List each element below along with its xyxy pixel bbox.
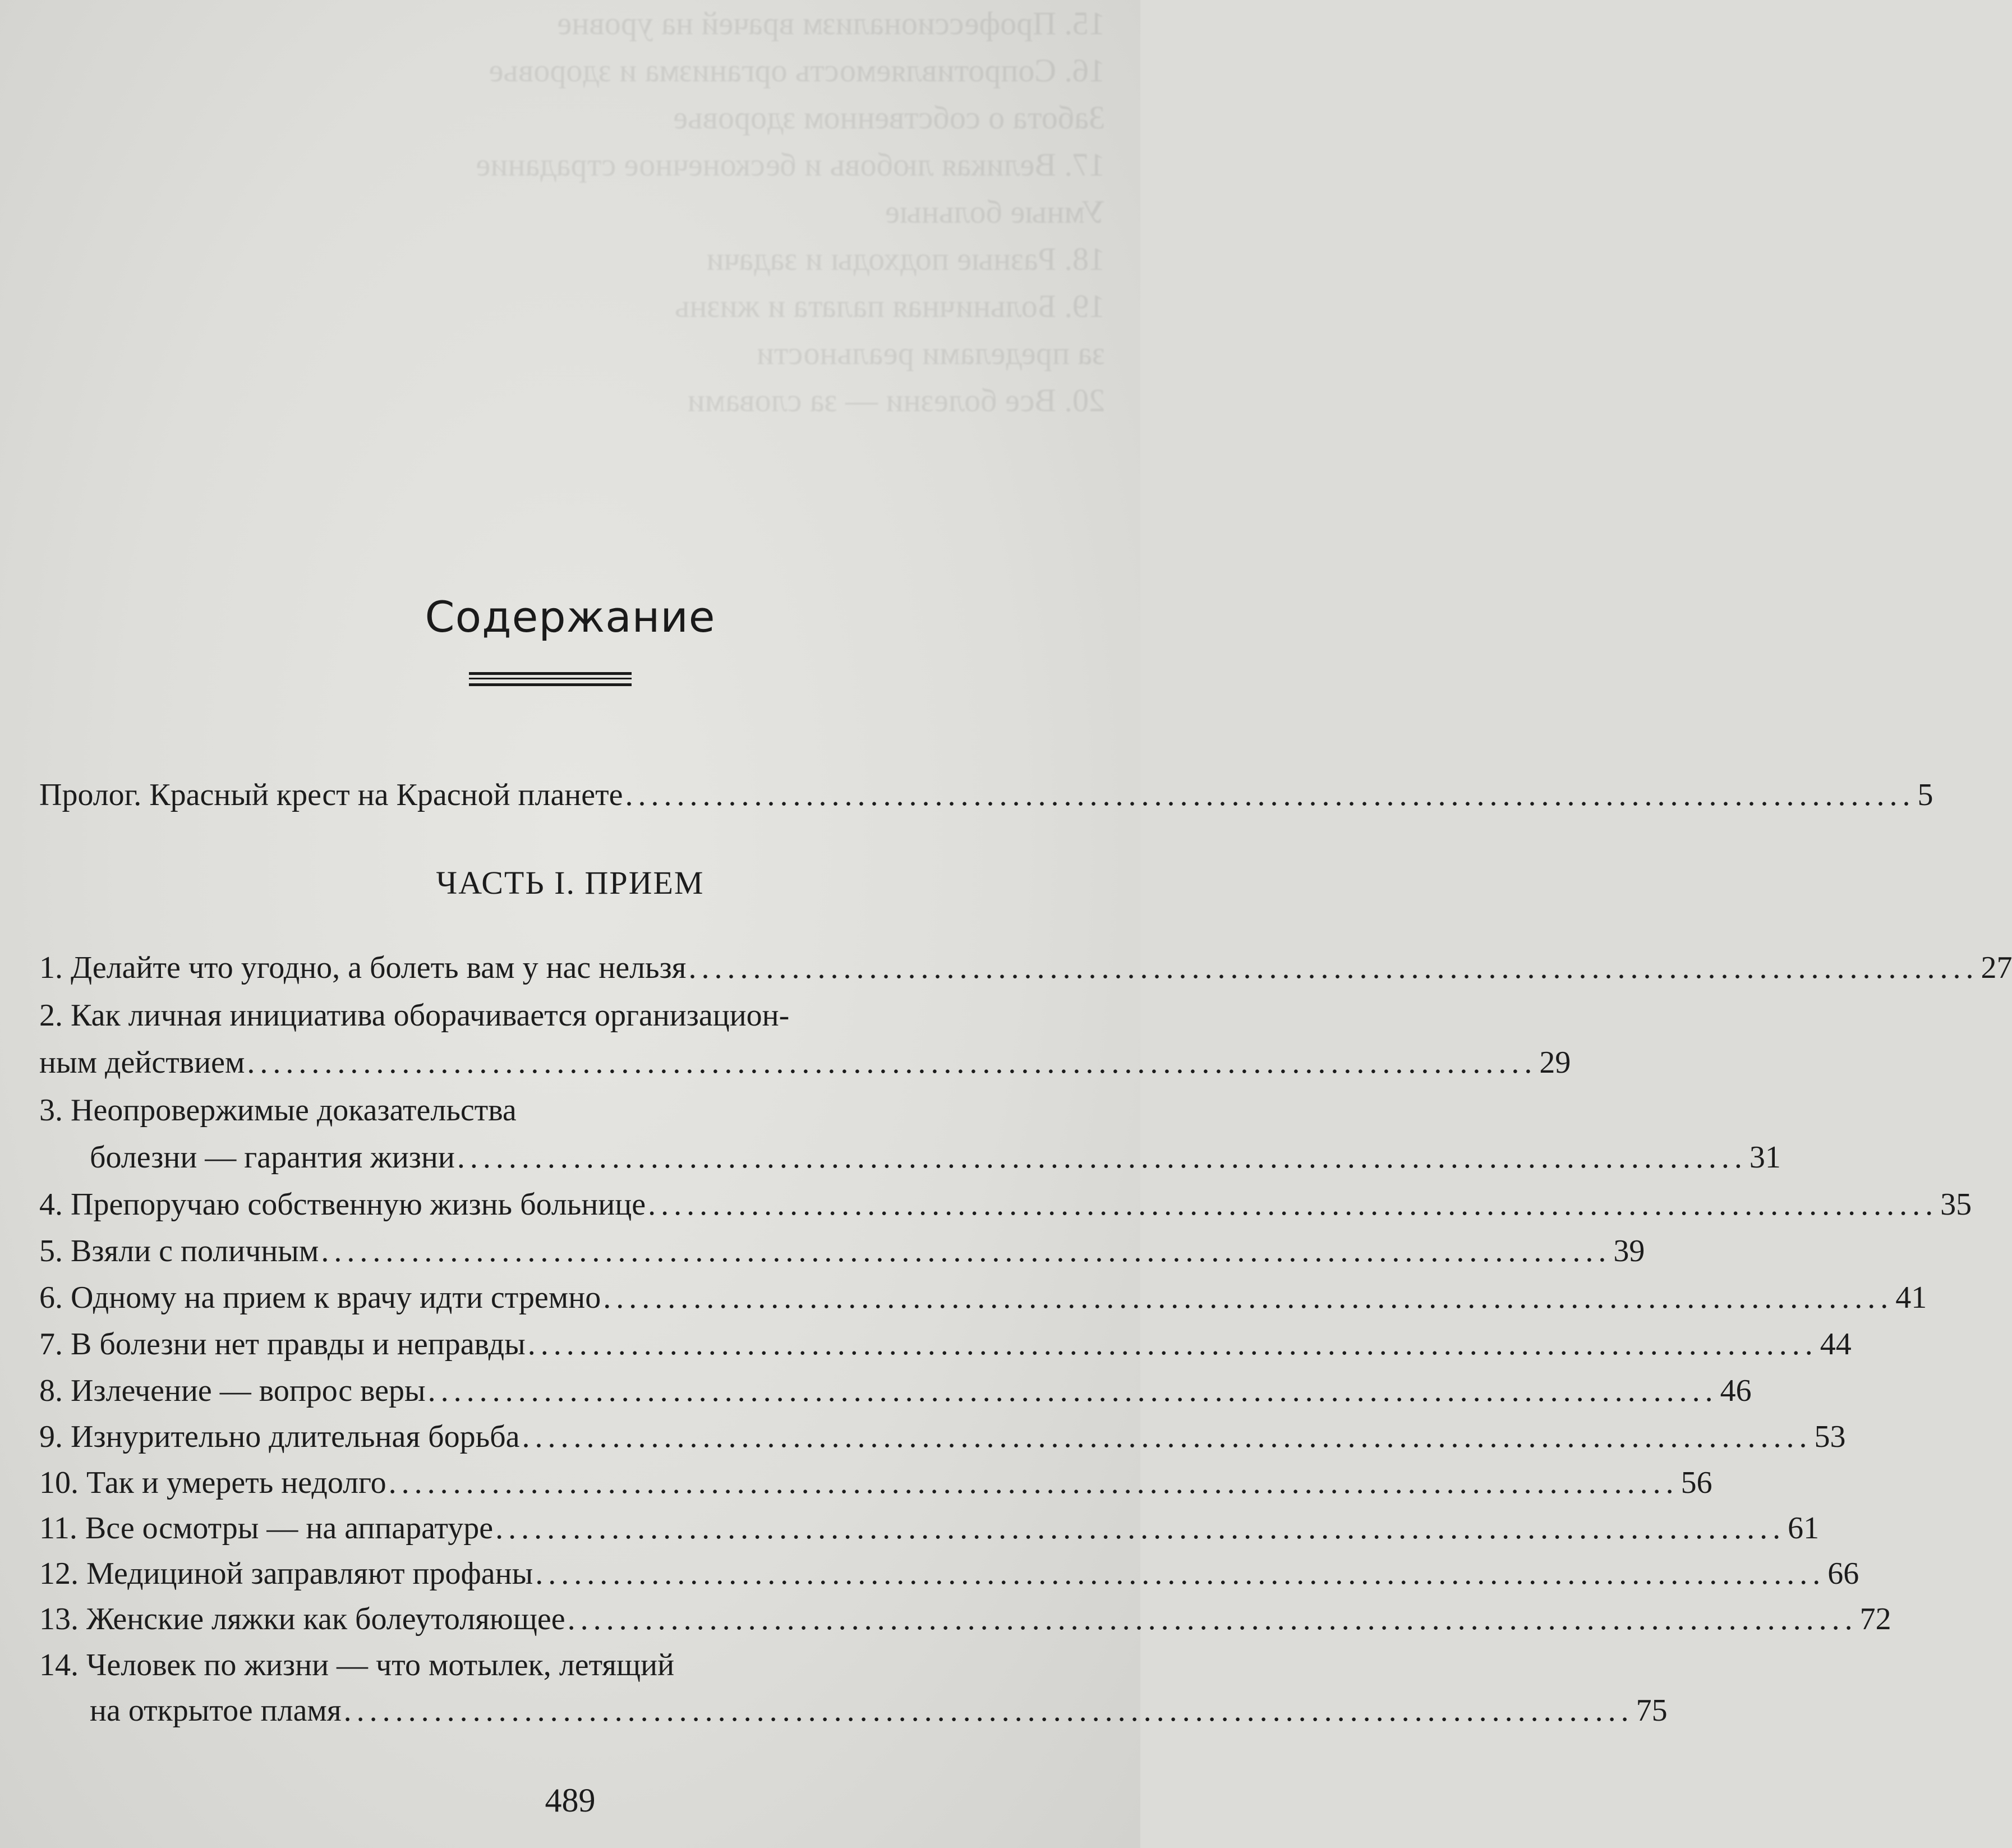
toc-entry-12[interactable] bbox=[39, 1550, 1859, 1597]
toc-entry-14-line1[interactable] bbox=[39, 1642, 1063, 1689]
leader-dots: .................................................................................................... bbox=[535, 1556, 1826, 1591]
entry-page: 39 bbox=[1613, 1234, 1645, 1268]
toc-entry-3-line1[interactable] bbox=[39, 1087, 1063, 1134]
entry-label: Пролог. Красный крест на Красной планете bbox=[39, 778, 623, 812]
toc-entry-10[interactable] bbox=[39, 1459, 1712, 1506]
toc-entry-11[interactable] bbox=[39, 1505, 1820, 1552]
leader-dots: .................................................................................................... bbox=[648, 1187, 1939, 1222]
leader-dots: .................................................................................................... bbox=[495, 1511, 1786, 1546]
entry-page: 44 bbox=[1820, 1327, 1852, 1362]
entry-page: 72 bbox=[1859, 1602, 1891, 1636]
entry-page: 41 bbox=[1895, 1280, 1927, 1315]
entry-page: 75 bbox=[1636, 1693, 1668, 1728]
toc-entry-3-line2[interactable] bbox=[90, 1134, 1781, 1181]
leader-dots: .................................................................................................... bbox=[567, 1602, 1858, 1636]
entry-page: 56 bbox=[1680, 1465, 1712, 1500]
entry-page: 5 bbox=[1917, 778, 1933, 812]
leader-dots: .................................................................................................... bbox=[457, 1140, 1747, 1175]
toc-entry-prologue[interactable] bbox=[39, 771, 1933, 819]
entry-page: 46 bbox=[1720, 1373, 1752, 1408]
entry-label: 6. Одному на прием к врачу идти стремно bbox=[39, 1280, 601, 1315]
toc-entry-8[interactable] bbox=[39, 1367, 1752, 1414]
entry-label: 12. Медициной заправляют профаны bbox=[39, 1556, 533, 1591]
page-title: Содержание bbox=[425, 592, 716, 642]
entry-label: 5. Взяли с поличным bbox=[39, 1234, 319, 1268]
toc-entry-14-line2[interactable] bbox=[90, 1687, 1668, 1734]
entry-page: 35 bbox=[1940, 1187, 1972, 1222]
entry-label: 4. Препоручаю собственную жизнь больнице bbox=[39, 1187, 646, 1222]
leader-dots: .................................................................................................... bbox=[427, 1373, 1718, 1408]
entry-label: болезни — гарантия жизни bbox=[90, 1140, 455, 1175]
page-number: 489 bbox=[545, 1782, 596, 1819]
entry-page: 27 bbox=[1981, 950, 2012, 985]
toc-entry-5[interactable] bbox=[39, 1228, 1645, 1275]
leader-dots: .................................................................................................... bbox=[603, 1280, 1894, 1315]
title-ornament bbox=[469, 672, 632, 692]
entry-label: 8. Излечение — вопрос веры bbox=[39, 1373, 426, 1408]
entry-label: 10. Так и умереть недолго bbox=[39, 1465, 386, 1500]
leader-dots: .................................................................................................... bbox=[522, 1419, 1812, 1454]
toc-entry-6[interactable] bbox=[39, 1274, 1927, 1321]
leader-dots: .................................................................................................... bbox=[527, 1327, 1818, 1362]
entry-page: 66 bbox=[1827, 1556, 1859, 1591]
bleed-through-text: 15. Профессионализм врачей на уровне 16. Сопротивляемость организма и здоровье Забота о собственном здоровье 17. Великая любовь и бесконечное страдание Умные больные 18. Разные подходы и задачи 19. Больничная палата и жизнь за пределами реальности 20. Все болезни — за словами bbox=[476, 5, 1105, 419]
toc-entry-2-line2[interactable] bbox=[39, 1039, 1571, 1086]
toc-entry-1[interactable] bbox=[39, 944, 2012, 991]
entry-label: 14. Человек по жизни — что мотылек, летящий bbox=[39, 1648, 675, 1682]
part-heading: ЧАСТЬ I. ПРИЕМ bbox=[436, 865, 705, 901]
entry-label: 2. Как личная инициатива оборачивается организацион- bbox=[39, 998, 790, 1033]
entry-label: ным действием bbox=[39, 1045, 245, 1080]
entry-label: 11. Все осмотры — на аппаратуре bbox=[39, 1511, 494, 1546]
leader-dots: .................................................................................................... bbox=[625, 778, 1916, 812]
entry-page: 61 bbox=[1788, 1511, 1820, 1546]
entry-label: 9. Изнурительно длительная борьба bbox=[39, 1419, 520, 1454]
toc-entry-2-line1[interactable] bbox=[39, 992, 1063, 1039]
entry-label: 7. В болезни нет правды и неправды bbox=[39, 1327, 526, 1362]
entry-label: 13. Женские ляжки как болеутоляющее bbox=[39, 1602, 565, 1636]
entry-page: 29 bbox=[1539, 1045, 1571, 1080]
toc-entry-13[interactable] bbox=[39, 1596, 1891, 1643]
toc-entry-7[interactable] bbox=[39, 1321, 1852, 1368]
leader-dots: .................................................................................................... bbox=[247, 1045, 1537, 1080]
entry-label: 1. Делайте что угодно, а болеть вам у нас нельзя bbox=[39, 950, 687, 985]
leader-dots: .................................................................................................... bbox=[321, 1234, 1612, 1268]
toc-entry-4[interactable] bbox=[39, 1181, 1972, 1228]
toc-entry-9[interactable] bbox=[39, 1413, 1846, 1460]
entry-page: 31 bbox=[1749, 1140, 1781, 1175]
entry-label: 3. Неопровержимые доказательства bbox=[39, 1093, 517, 1128]
entry-page: 53 bbox=[1814, 1419, 1846, 1454]
leader-dots: .................................................................................................... bbox=[388, 1465, 1679, 1500]
entry-label: на открытое пламя bbox=[90, 1693, 342, 1728]
leader-dots: .................................................................................................... bbox=[343, 1693, 1634, 1728]
leader-dots: .................................................................................................... bbox=[688, 950, 1979, 985]
